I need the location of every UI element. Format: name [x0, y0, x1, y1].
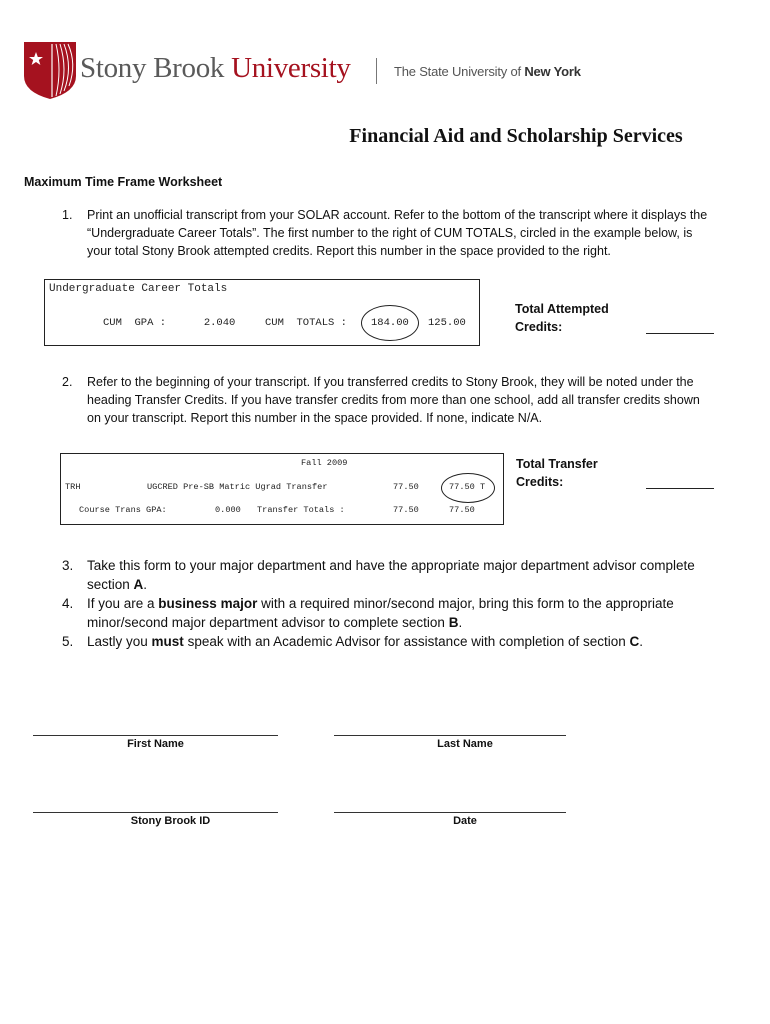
cum-totals-label: CUM TOTALS :	[265, 317, 347, 329]
step-text: .	[143, 577, 148, 592]
step-number: 3.	[62, 558, 74, 573]
date-label: Date	[453, 815, 477, 827]
step-line: your total Stony Brook attempted credits. Report this number in the space provided to the right.	[87, 244, 611, 258]
logo-divider	[376, 58, 377, 84]
trh-code: TRH	[65, 482, 81, 492]
stony-brook-id-label: Stony Brook ID	[130, 815, 211, 827]
page-title: Financial Aid and Scholarship Services	[349, 125, 683, 147]
step-text: section	[87, 577, 134, 592]
career-totals-heading: Undergraduate Career Totals	[49, 283, 228, 295]
step-line	[87, 613, 674, 632]
step-text: .	[639, 634, 644, 649]
course-trans-gpa-label: Course Trans GPA:	[79, 505, 167, 515]
total-attempted-label	[515, 300, 609, 336]
first-name-label: First Name	[127, 738, 184, 750]
step-text: .	[458, 615, 463, 630]
wordmark-stony-brook: Stony Brook	[80, 52, 225, 84]
suny-tagline	[394, 64, 581, 79]
step-line: heading Transfer Credits. If you have transfer credits from more than one school, add all transfer credits shown	[87, 393, 700, 407]
section-c: C	[629, 634, 640, 649]
transfer-totals-label: Transfer Totals :	[257, 505, 345, 515]
step-text: minor/second major department advisor to complete section	[87, 615, 449, 630]
last-name-line[interactable]	[334, 735, 566, 736]
steps-3-5	[62, 556, 742, 656]
step-line: on your transcript. Report this number in the space provided. If none, indicate N/A.	[87, 411, 543, 425]
total-attempted-line1: Total Attempted	[515, 302, 609, 316]
step-line: Refer to the beginning of your transcript. If you transferred credits to Stony Brook, they will be noted under the	[87, 375, 694, 389]
transfer-attempted: 77.50	[393, 482, 419, 492]
step-3	[62, 556, 742, 594]
step-4	[62, 594, 742, 632]
step-line: Take this form to your major department and have the appropriate major department advisor complete	[87, 558, 695, 573]
career-totals-example	[44, 279, 480, 346]
step-line	[87, 594, 674, 613]
step-2	[62, 373, 732, 427]
step-5	[62, 632, 742, 651]
total-transfer-line1: Total Transfer	[516, 457, 598, 471]
step-text: speak with an Academic Advisor for assistance with completion of section	[183, 634, 630, 649]
total-transfer-label	[516, 455, 598, 491]
suny-new-york: New York	[524, 64, 581, 79]
section-b: B	[448, 615, 459, 630]
wordmark-university: University	[231, 52, 351, 84]
step-line: Print an unofficial transcript from your SOLAR account. Refer to the bottom of the transcript where it displays the	[87, 208, 708, 222]
cum-gpa: CUM GPA : 2.040	[103, 317, 236, 329]
stony-brook-id-line[interactable]	[33, 812, 278, 813]
university-wordmark	[80, 52, 351, 85]
transfer-total-attempted: 77.50	[393, 505, 419, 515]
cum-earned-value: 125.00	[428, 317, 466, 329]
step-line	[87, 575, 695, 594]
step-number: 2.	[62, 375, 73, 389]
transfer-credits-example	[60, 453, 504, 525]
must: must	[151, 634, 184, 649]
step-number: 4.	[62, 596, 74, 611]
worksheet-title: Maximum Time Frame Worksheet	[24, 175, 223, 189]
step-number: 5.	[62, 634, 74, 649]
step-text: with a required minor/second major, bring this form to the appropriate	[257, 596, 674, 611]
business-major: business major	[158, 596, 258, 611]
date-line[interactable]	[334, 812, 566, 813]
step-number: 1.	[62, 208, 73, 222]
term-heading: Fall 2009	[301, 458, 348, 468]
step-line: “Undergraduate Career Totals”. The first number to the right of CUM TOTALS, circled in the example below, is	[87, 226, 693, 240]
total-attempted-blank[interactable]	[646, 333, 714, 334]
last-name-label: Last Name	[437, 738, 493, 750]
step-text: If you are a	[87, 596, 159, 611]
transfer-earned: 77.50 T	[449, 482, 486, 492]
step-1	[62, 206, 732, 260]
cum-attempted-value: 184.00	[371, 317, 409, 329]
section-a: A	[133, 577, 144, 592]
suny-prefix: The State University of	[394, 64, 525, 79]
total-transfer-blank[interactable]	[646, 488, 714, 489]
step-text: Lastly you	[87, 634, 152, 649]
university-shield-logo	[22, 40, 78, 100]
transfer-total-earned: 77.50	[449, 505, 475, 515]
first-name-line[interactable]	[33, 735, 278, 736]
total-transfer-line2: Credits:	[516, 475, 564, 489]
transfer-description: UGCRED Pre-SB Matric Ugrad Transfer	[147, 482, 328, 492]
course-trans-gpa: 0.000	[215, 505, 241, 515]
total-attempted-line2: Credits:	[515, 320, 563, 334]
